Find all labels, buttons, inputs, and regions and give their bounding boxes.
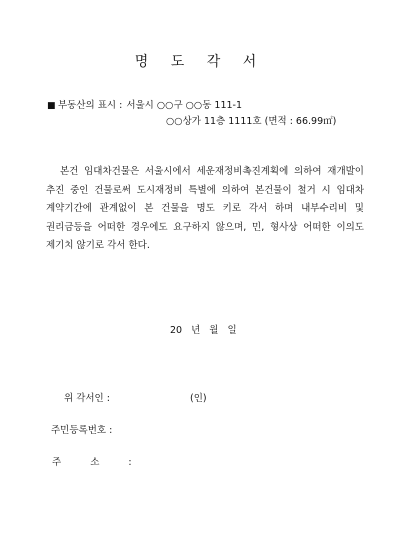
square-bullet-icon: ■	[47, 101, 56, 111]
signatory-label: 위 각서인 :	[64, 393, 110, 404]
property-line-2	[47, 114, 377, 130]
address-label: 주 소 :	[52, 457, 132, 468]
pledge-body: 본건 임대차건물은 서울시에서 세운재정비촉진계획에 의하여 재개발이 추진 중인 건물로써 도시재정비 특별에 의하여 본건물이 철거 시 임대차 계약기간에 관계없이 본 건물을 명도 키로 각서 하며 내부수리비 및 권리금등을 어떠한 경우에도 요구하지 않으며, 민, 형사상 어떠한 이의도 제기치 않기로 각서 한다.	[46, 166, 364, 251]
resident-number-label: 주민등록번호 :	[51, 425, 113, 436]
property-address: 서울시 ○○구 ○○동 111-1	[126, 100, 243, 111]
document-title: 명 도 각 서	[134, 54, 266, 70]
date-line: 20 년 월 일	[170, 325, 237, 336]
resident-number-line	[51, 422, 112, 436]
property-unit: ○○상가 11층 1111호 (면적 : 66.99㎡)	[166, 116, 337, 127]
property-section	[47, 98, 377, 130]
seal-mark: (인)	[190, 393, 207, 404]
signatory-line	[51, 390, 207, 404]
property-label: 부동산의 표시 :	[58, 100, 123, 111]
property-line-1	[47, 98, 377, 114]
address-line	[51, 454, 132, 468]
